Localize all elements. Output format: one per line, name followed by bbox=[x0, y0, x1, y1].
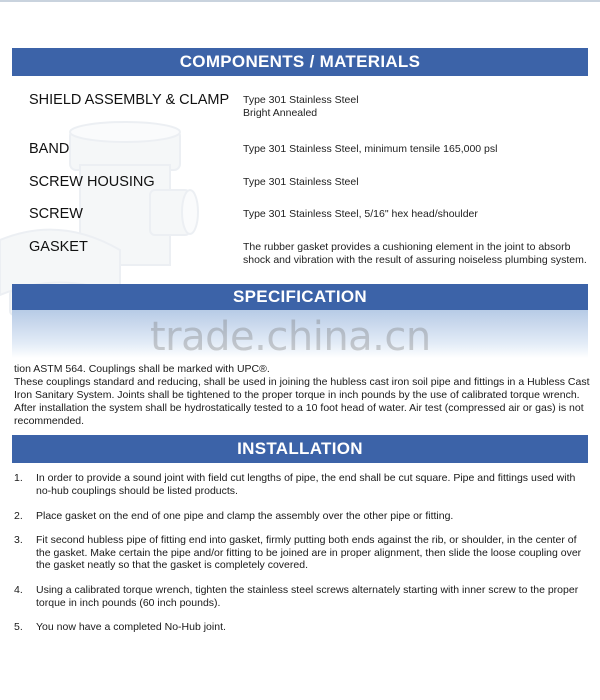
component-name: SCREW HOUSING bbox=[29, 174, 155, 190]
component-name: SCREW bbox=[29, 206, 83, 222]
step-text: You now have a completed No-Hub joint. bbox=[36, 621, 226, 633]
step-number: 5. bbox=[14, 621, 23, 633]
component-desc: Type 301 Stainless Steel bbox=[243, 176, 359, 188]
components-banner: COMPONENTS / MATERIALS bbox=[12, 48, 588, 76]
component-desc: Type 301 Stainless Steel, 5/16" hex head/shoulder bbox=[243, 208, 478, 220]
step-number: 2. bbox=[14, 510, 23, 522]
component-desc: Type 301 Stainless Steel, minimum tensile 165,000 psl bbox=[243, 143, 498, 155]
specification-text bbox=[14, 363, 592, 428]
specification-paragraph: These couplings standard and reducing, shall be used in joining the hubless cast iron soil pipe and fittings in a Hubless Cast Iron Sanitary System. Joints shall be tightened to the proper torque in inch pounds by the use of calibrated torque wrench. After installation the system shall be hydrostatically tested to a 10 foot head of water. Air test (compressed air or gas) is not recommended. bbox=[14, 376, 590, 427]
specification-banner: SPECIFICATION bbox=[12, 284, 588, 310]
component-desc: Type 301 Stainless Steel Bright Annealed bbox=[243, 94, 359, 119]
step-number: 3. bbox=[14, 534, 23, 546]
step-text: In order to provide a sound joint with field cut lengths of pipe, the end shall be cut square. Pipe and fittings used with no-hub couplings should be listed products. bbox=[36, 472, 576, 497]
top-rule bbox=[0, 0, 600, 2]
step-number: 1. bbox=[14, 472, 23, 484]
component-name: SHIELD ASSEMBLY & CLAMP bbox=[29, 92, 230, 108]
step-text: Fit second hubless pipe of fitting end into gasket, firmly putting both ends against the rib, or shoulder, in the center of the gasket. Make certain the pipe and/or fitting to be joined are in proper alignment, then slide the loose coupling over the gasket neatly so that the gasket is completely covered. bbox=[36, 534, 582, 571]
step-text: Place gasket on the end of one pipe and clamp the assembly over the other pipe or fitting. bbox=[36, 510, 454, 522]
component-desc: The rubber gasket provides a cushioning element in the joint to absorb shock and vibration with the result of assuring noiseless plumbing system. bbox=[243, 241, 587, 266]
installation-banner: INSTALLATION bbox=[12, 435, 588, 463]
step-number: 4. bbox=[14, 584, 23, 596]
step-text: Using a calibrated torque wrench, tighten the stainless steel screws alternately starting with inner screw to the proper torque in inch pounds (60 inch pounds). bbox=[36, 584, 579, 609]
specification-line: tion ASTM 564. Couplings shall be marked with UPC®. bbox=[14, 363, 270, 375]
component-name: GASKET bbox=[29, 239, 88, 255]
component-name: BAND bbox=[29, 141, 70, 157]
watermark: trade.china.cn bbox=[150, 314, 431, 360]
